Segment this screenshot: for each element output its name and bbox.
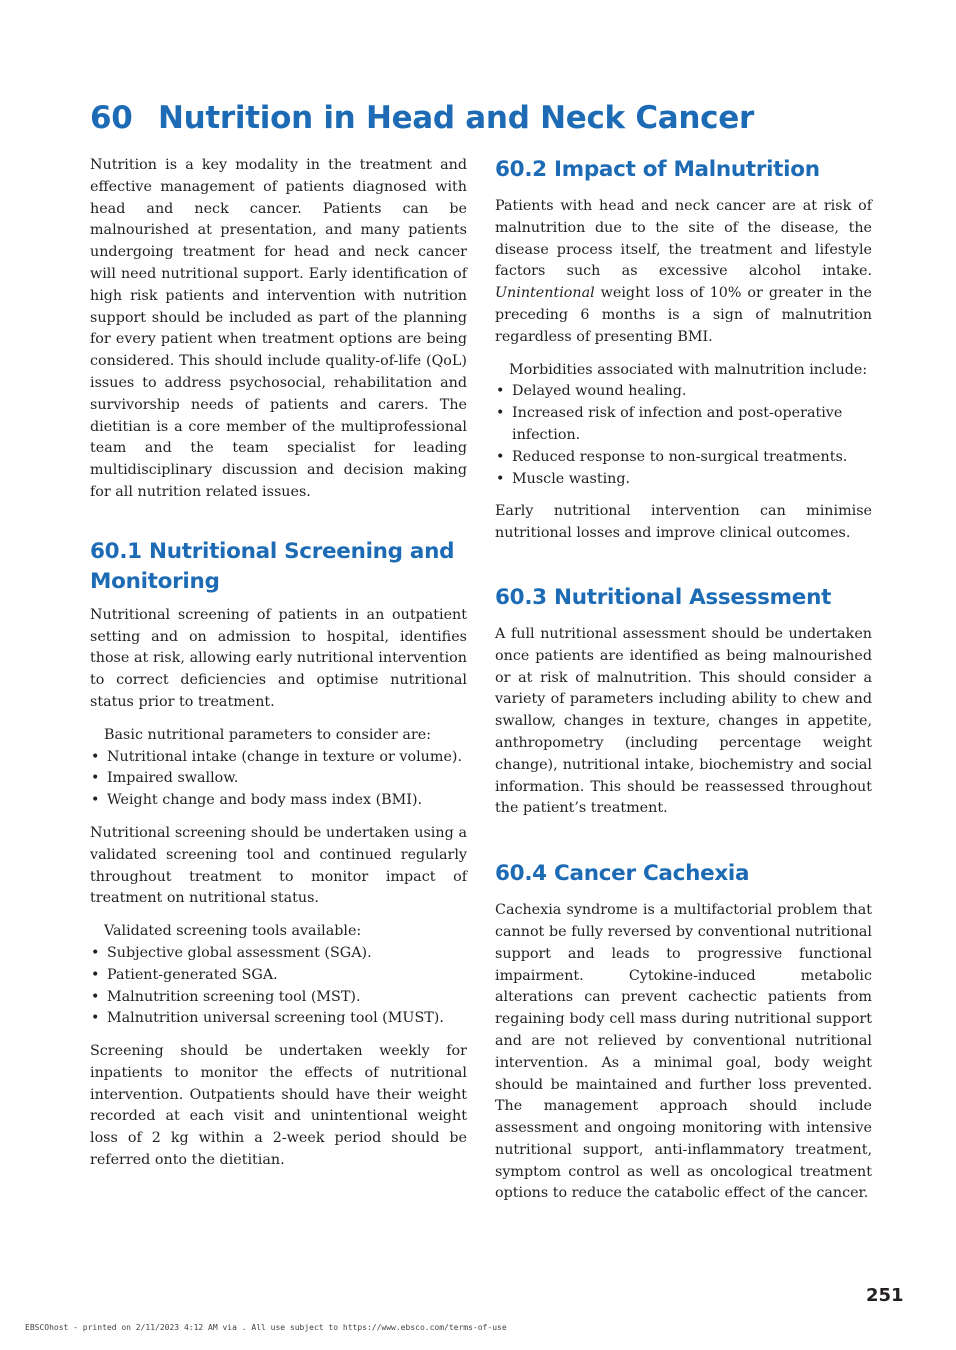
section-60-1-paragraph-2: Nutritional screening should be undertaken using a validated screening tool and continued regularly throughout treatment to monitor impact of treatment on nutritional status. xyxy=(90,824,467,907)
screening-parameter-list xyxy=(90,747,467,812)
section-60-2-heading: 60.2 Impact of Malnutrition xyxy=(495,157,820,182)
list-item: • Increased risk of infection and post-operative infection. xyxy=(495,403,872,447)
footer-note: EBSCOhost - printed on 2/11/2023 4:12 AM via . All use subject to https://www.ebsco.com/terms-of-use xyxy=(25,1323,507,1332)
left-column xyxy=(90,155,467,1172)
section-60-1-paragraph-3: Screening should be undertaken weekly for inpatients to monitor the effects of nutritional intervention. Outpatients should have their weight recorded at each visit and unintentional weight loss of 2 kg within a 2-week period should be referred onto the dietitian. xyxy=(90,1043,467,1169)
list-item: • Reduced response to non-surgical treatments. xyxy=(495,447,872,469)
list-item: • Subjective global assessment (SGA). xyxy=(90,943,467,965)
section-60-4-heading: 60.4 Cancer Cachexia xyxy=(495,861,750,887)
section-60-1-heading: 60.1 Nutritional Screening and Monitoring xyxy=(90,538,455,594)
list-item: • Malnutrition screening tool (MST). xyxy=(90,987,467,1009)
list-item: • Impaired swallow. xyxy=(90,768,467,790)
screening-tools-list xyxy=(90,943,467,1030)
list-item: • Muscle wasting. xyxy=(495,469,872,491)
section-60-1-paragraph-1: Nutritional screening of patients in an outpatient setting and on admission to hospital, identifies those at risk, allowing early nutritional intervention to correct deficiencies and optimise nutritional status prior to treatment. xyxy=(90,606,467,710)
list-item: • Malnutrition universal screening tool (MUST). xyxy=(90,1008,467,1030)
tools-list-lead: Validated screening tools available: xyxy=(104,923,362,940)
intro-paragraph: Nutrition is a key modality in the treatment and effective management of patients diagnosed with head and neck cancer. Patients can be malnourished at presentation, and many patients undergoing treatment for head and neck cancer will need nutritional support. Early identification of high risk patients and intervention with nutrition support should be included as part of the planning for every patient when treatment options are being considered. This should include quality-of-life (QoL) issues to address psychosocial, rehabilitation and survivorship needs of patients and carers. The dietitian is a core member of the multiprofessional team and the team specialist for leading multidisciplinary discussion and decision making for all nutrition related issues. xyxy=(90,157,467,500)
chapter-title xyxy=(90,100,754,136)
list-item: • Nutritional intake (change in texture or volume). xyxy=(90,747,467,769)
morbidities-list-lead: Morbidities associated with malnutrition include: xyxy=(509,361,868,378)
list-item: • Patient-generated SGA. xyxy=(90,965,467,987)
section-60-3-paragraph-1: A full nutritional assessment should be undertaken once patients are identified as being malnourished or at risk of malnutrition. This should consider a variety of parameters including ability to chew and swallow, changes in texture, changes in appetite, anthropometry (including percentage weight change), nutritional intake, biochemistry and social information. This should be reassessed throughout the patient’s treatment. xyxy=(495,625,872,817)
emphasis-unintentional: Unintentional xyxy=(495,285,595,302)
section-60-4-paragraph-1: Cachexia syndrome is a multifactorial problem that cannot be fully reversed by conventional nutritional support and leads to progressive functional impairment. Cytokine-induced metabolic alterations can prevent cachectic patients from regaining body cell mass during nutritional support and are not relieved by conventional nutritional intervention. As a minimal goal, body weight should be maintained and further loss prevented. The management approach should include assessment and ongoing monitoring with intensive nutritional support, anti-inflammatory treatment, symptom control as well as oncological treatment options to reduce the catabolic effect of the cancer. xyxy=(495,902,872,1202)
section-60-2-paragraph-1: Patients with head and neck cancer are at risk of malnutrition due to the site of the disease, the disease process itself, the treatment and lifestyle factors such as excessive alcohol intake. Unintentional weight loss of 10% or greater in the preceding 6 months is a sign of malnutrition regardless of presenting BMI. xyxy=(495,198,872,345)
right-column xyxy=(495,155,872,1205)
list-item: • Delayed wound healing. xyxy=(495,381,872,403)
section-60-3-heading: 60.3 Nutritional Assessment xyxy=(495,584,832,610)
morbidities-list xyxy=(495,381,872,490)
list-item: • Weight change and body mass index (BMI). xyxy=(90,790,467,812)
chapter-number: 60 xyxy=(90,100,133,136)
section-60-2-paragraph-2: Early nutritional intervention can minimise nutritional losses and improve clinical outcomes. xyxy=(495,503,872,542)
screening-list-lead: Basic nutritional parameters to consider are: xyxy=(104,726,432,743)
page-number: 251 xyxy=(866,1285,904,1306)
chapter-title-text: Nutrition in Head and Neck Cancer xyxy=(158,100,754,136)
